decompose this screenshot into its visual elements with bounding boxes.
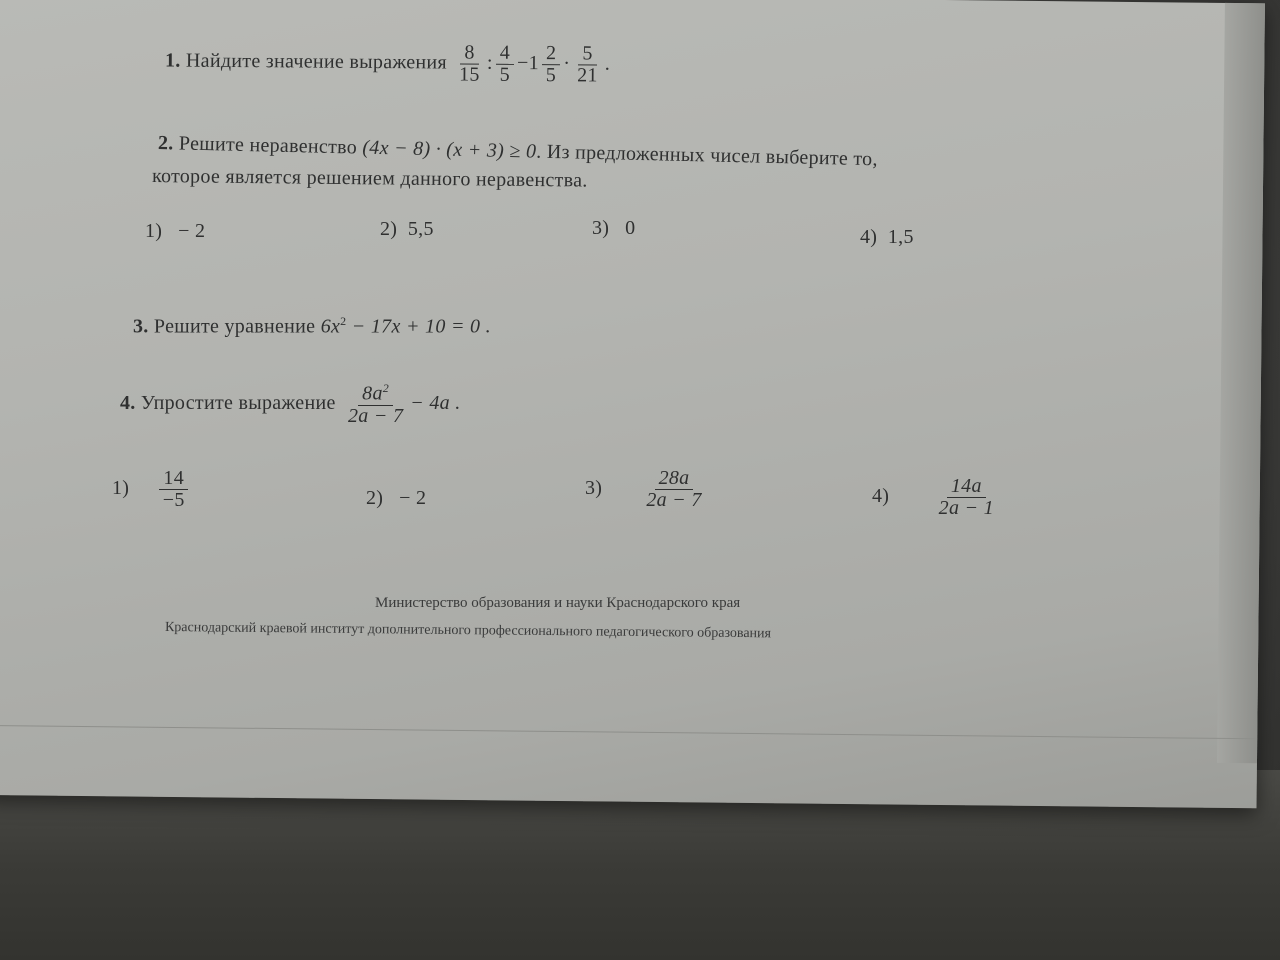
fraction-numerator: 28a (655, 468, 694, 490)
fraction-5-21 (573, 43, 602, 86)
question-1-number: 1. (164, 49, 181, 72)
exponent: 2 (340, 314, 347, 328)
fraction-8-15 (455, 42, 484, 85)
fraction-denominator: 2a − 7 (646, 489, 702, 511)
question-4-number: 4. (120, 391, 136, 414)
inequality-expression: (4x − 8) · (x + 3) ≥ 0 (362, 136, 537, 163)
operator: · (563, 52, 571, 75)
option-number: 1) (112, 477, 130, 500)
option-value: − 2 (178, 220, 206, 242)
q4-option-1 (112, 468, 192, 511)
question-2-number: 2. (157, 132, 174, 155)
question-2-text-continued: . Из предложенных чисел выберите то, (536, 140, 879, 171)
fraction-denominator: 5 (499, 63, 511, 86)
question-3-number: 3. (133, 315, 149, 338)
question-2-line-2: которое является решением данного неравенства. (151, 165, 588, 192)
equation-rest: − 17x + 10 = 0 . (346, 315, 491, 338)
question-3 (133, 314, 491, 339)
option-value: 1,5 (887, 226, 914, 248)
fraction-denominator: 2a − 1 (938, 497, 994, 519)
option-value: 5,5 (407, 218, 434, 240)
fraction-numerator: 8 (460, 43, 478, 65)
q2-option-1 (145, 220, 205, 243)
option-number: 3) (585, 477, 603, 500)
fraction-4-5 (496, 43, 515, 86)
fraction-denominator: −5 (162, 489, 185, 511)
fraction-denominator: 2a − 7 (347, 404, 404, 427)
equation-term: 6x (320, 315, 341, 338)
option-fraction (935, 476, 998, 519)
q4-option-3 (585, 468, 709, 511)
fraction-8a2-over-2a-7 (344, 382, 407, 427)
fraction-denominator: 21 (577, 64, 598, 87)
q4-option-2 (366, 487, 426, 510)
question-1-text: Найдите значение выражения (185, 49, 448, 74)
numerator-base: 8a (362, 382, 383, 405)
fraction-numerator: 5 (578, 43, 596, 65)
fraction-denominator: 5 (545, 64, 557, 87)
fraction-numerator (358, 382, 393, 406)
fraction-numerator: 4 (496, 43, 514, 65)
question-1 (165, 40, 610, 86)
option-number: 1) (145, 220, 163, 242)
option-value: − 2 (399, 487, 427, 509)
option-number: 2) (366, 487, 384, 509)
option-value: 0 (625, 217, 636, 239)
q2-option-2 (380, 218, 434, 241)
footer-ministry: Министерство образования и науки Краснодарского края (375, 595, 741, 611)
exponent: 2 (382, 381, 390, 395)
question-4-text: Упростите выражение (140, 391, 336, 414)
q4-option-4 (872, 476, 1001, 519)
fraction-numerator: 2 (542, 43, 560, 65)
operator: −1 (516, 51, 540, 75)
option-fraction (159, 468, 189, 511)
period: . (604, 52, 611, 75)
question-3-text: Решите уравнение (153, 315, 316, 338)
option-fraction (642, 468, 705, 511)
option-number: 4) (872, 485, 890, 508)
question-4 (120, 382, 461, 427)
option-number: 2) (380, 218, 398, 240)
fraction-2-5 (542, 43, 561, 86)
q2-option-4 (860, 226, 914, 249)
operator: : (486, 51, 493, 74)
fraction-numerator: 14a (947, 476, 986, 498)
fraction-numerator: 14 (159, 468, 188, 490)
q2-option-3 (592, 217, 635, 240)
footer-institute: Краснодарский краевой институт дополнительного профессионального педагогического образования (164, 620, 772, 642)
option-number: 3) (592, 217, 610, 239)
expression-tail: − 4a . (410, 391, 461, 414)
fraction-denominator: 15 (459, 63, 480, 86)
question-2-text: Решите неравенство (178, 132, 358, 159)
option-number: 4) (860, 226, 878, 248)
